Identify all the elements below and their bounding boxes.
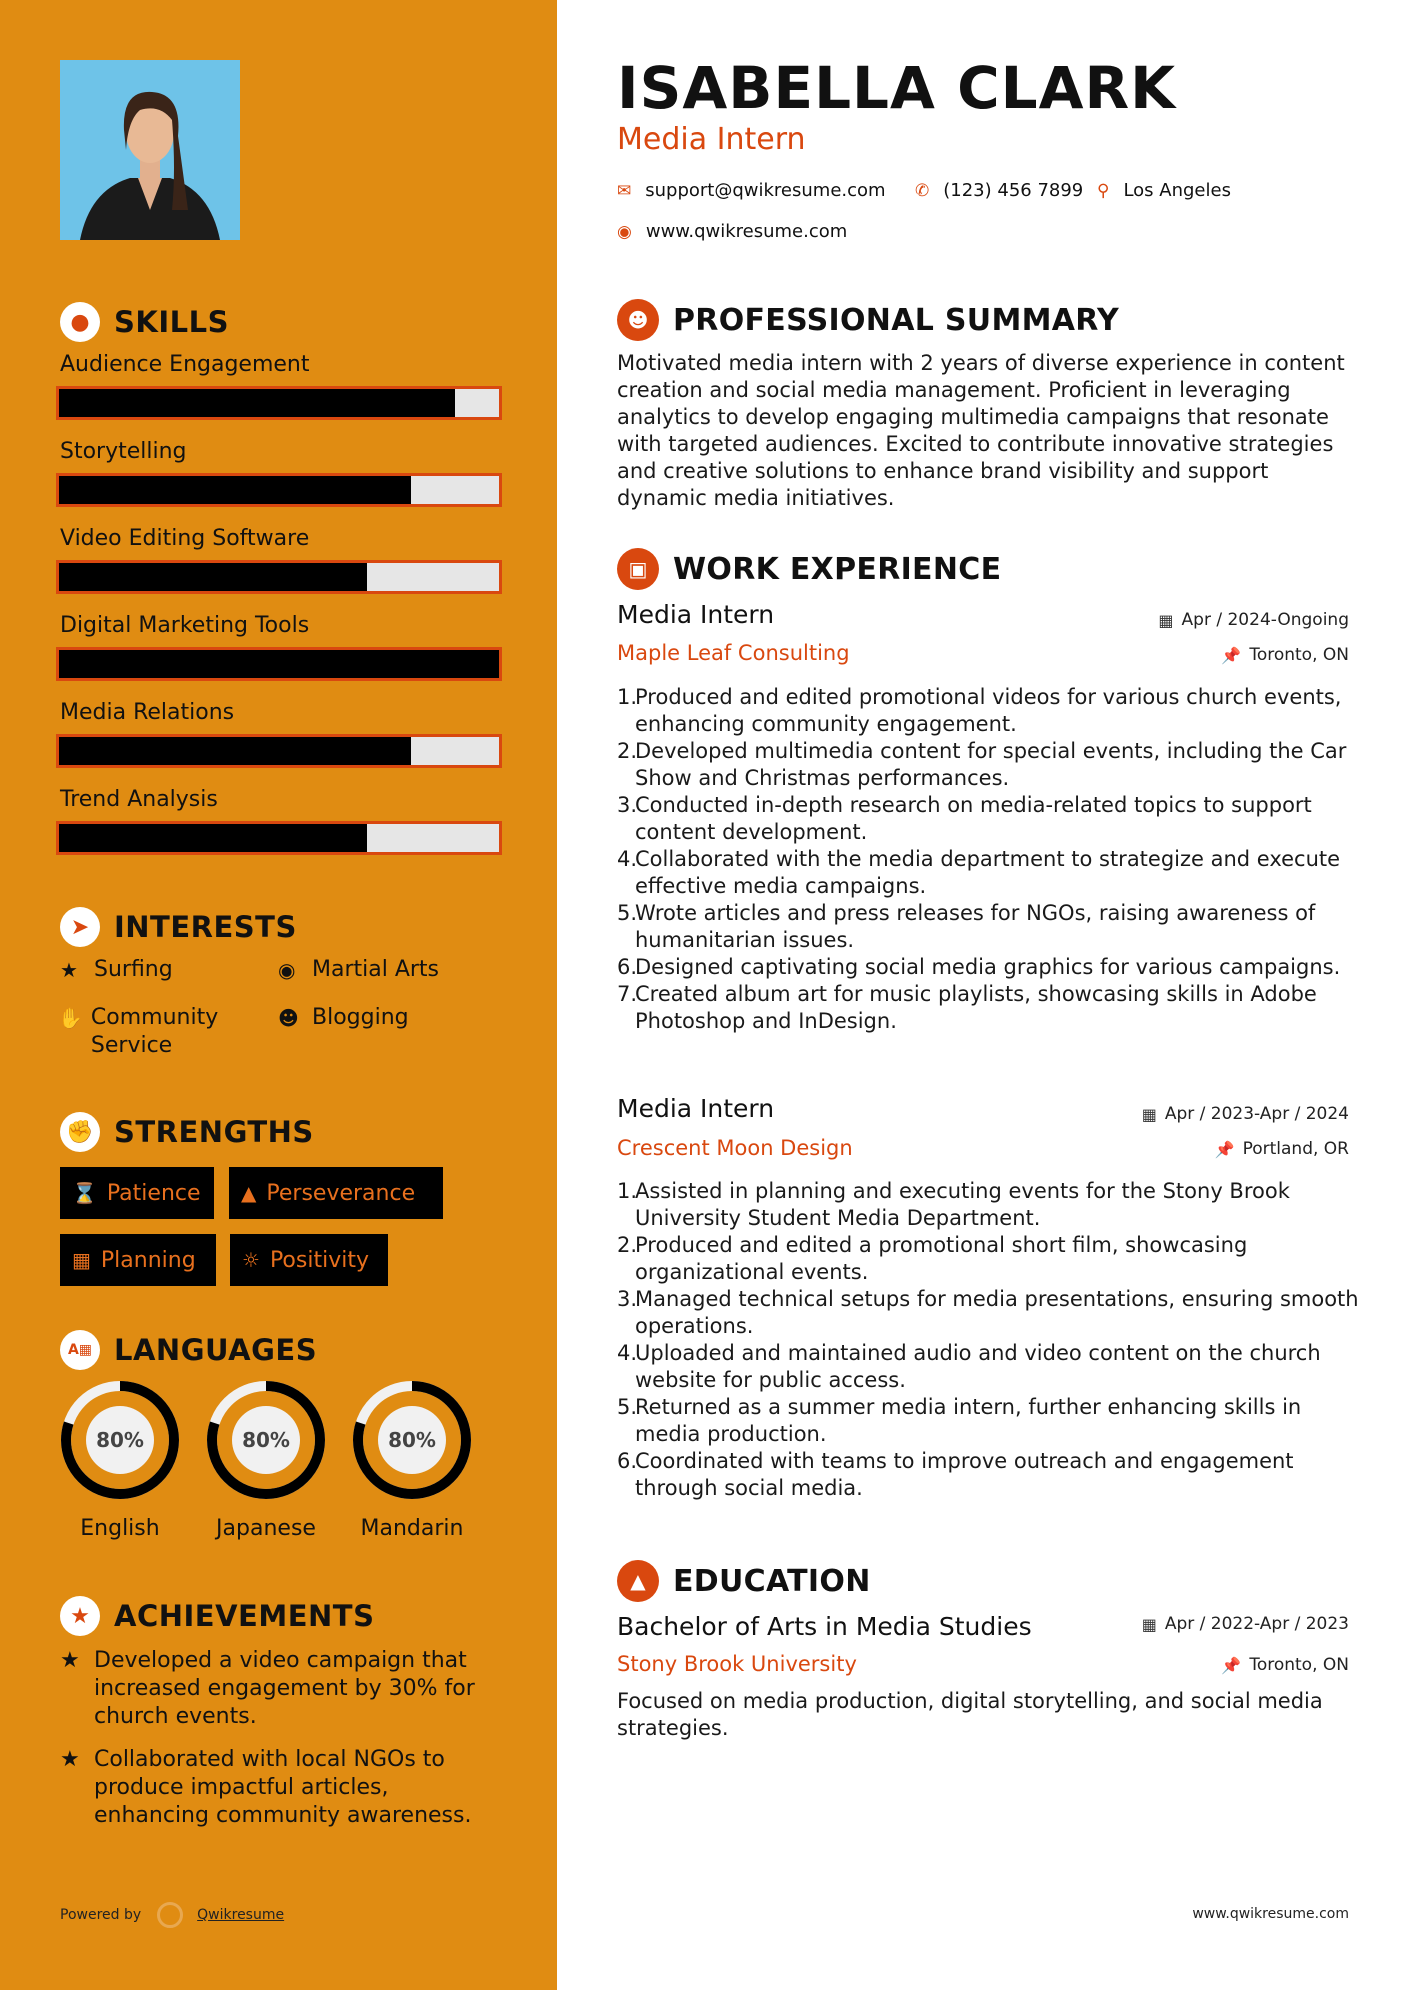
job-date: ▦ Apr / 2024-Ongoing xyxy=(1158,610,1349,630)
education-heading: ▲ EDUCATION xyxy=(617,1560,871,1602)
skill-bar xyxy=(56,734,502,768)
achievement-item: ★ Developed a video campaign that increased engagement by 30% for church events. xyxy=(60,1648,475,1729)
globe-icon: ◉ xyxy=(278,958,296,982)
interest-item: ✋ Community Service xyxy=(58,1005,219,1058)
skills-heading: ● SKILLS xyxy=(60,300,229,344)
education-description: Focused on media production, digital storytelling, and social media strategies. xyxy=(617,1689,1323,1740)
users-icon: ☻ xyxy=(278,1006,299,1030)
language-label: Japanese xyxy=(216,1516,316,1541)
paper-plane-icon: ➤ xyxy=(60,907,100,947)
language-label: English xyxy=(80,1516,160,1541)
list-item: 3. Conducted in-depth research on media-related topics to support content development. xyxy=(617,793,1312,844)
map-pin-icon: ⚲ xyxy=(1097,180,1110,201)
calendar-icon: ▦ xyxy=(1158,610,1174,630)
strength-badge: ☼ Positivity xyxy=(230,1234,388,1286)
interests-heading: ➤ INTERESTS xyxy=(60,905,297,949)
achievement-item: ★ Collaborated with local NGOs to produce impactful articles, enhancing community awareness. xyxy=(60,1747,472,1828)
lightbulb-icon: ● xyxy=(60,302,100,342)
fist-icon: ✊ xyxy=(60,1112,100,1152)
powered-by: Powered by Qwikresume xyxy=(60,1902,284,1928)
skill-bar xyxy=(56,473,502,507)
job-bullets xyxy=(617,1178,1367,1502)
job-company: Crescent Moon Design xyxy=(617,1136,853,1160)
languages-heading: A▦ LANGUAGES xyxy=(60,1328,317,1372)
globe-icon: ◉ xyxy=(617,221,632,242)
language-percent: 80% xyxy=(242,1428,290,1452)
language-label: Mandarin xyxy=(360,1516,464,1541)
language-percent: 80% xyxy=(96,1428,144,1452)
list-item: 2. Developed multimedia content for special events, including the Car Show and Christmas performances. xyxy=(617,739,1347,790)
experience-heading: ▣ WORK EXPERIENCE xyxy=(617,548,1001,590)
list-item: 4. Collaborated with the media department to strategize and execute effective media campaigns. xyxy=(617,847,1341,898)
pin-icon: 📌 xyxy=(1214,1139,1235,1159)
hand-icon: ✋ xyxy=(58,1006,83,1030)
skill-bar-fill xyxy=(59,476,411,504)
sun-icon: ☼ xyxy=(242,1248,260,1272)
skill-bar xyxy=(56,386,502,420)
list-item: 6. Designed captivating social media graphics for various campaigns. xyxy=(617,955,1341,979)
strength-badge: ⌛ Patience xyxy=(60,1167,214,1219)
list-item: 1. Produced and edited promotional videos for various church events, enhancing community engagement. xyxy=(617,685,1342,736)
skill-label: Audience Engagement xyxy=(60,352,310,377)
contact-website[interactable]: ◉ www.qwikresume.com xyxy=(617,221,848,242)
language-ring-chart xyxy=(350,1378,474,1502)
contact-phone[interactable]: ✆ (123) 456 7899 xyxy=(915,180,1084,201)
candidate-name: ISABELLA CLARK xyxy=(617,54,1177,122)
language-ring xyxy=(350,1378,474,1506)
list-item: 5. Returned as a summer media intern, further enhancing skills in media production. xyxy=(617,1395,1302,1446)
skill-bar xyxy=(56,821,502,855)
footer-url[interactable]: www.qwikresume.com xyxy=(1192,1906,1349,1922)
list-item: 2. Produced and edited a promotional short film, showcasing organizational events. xyxy=(617,1233,1248,1284)
calendar-icon: ▦ xyxy=(1141,1614,1157,1634)
job-title: Media Intern xyxy=(617,600,775,629)
skill-bar-fill xyxy=(59,650,499,678)
profile-photo xyxy=(60,60,240,240)
shooting-star-icon: ★ xyxy=(60,1648,80,1673)
job-location: 📌 Toronto, ON xyxy=(1221,645,1349,665)
job-date: ▦ Apr / 2023-Apr / 2024 xyxy=(1141,1104,1349,1124)
star-icon: ★ xyxy=(60,958,78,982)
user-icon: ☻ xyxy=(617,299,659,341)
language-ring xyxy=(58,1378,182,1506)
skill-bar-fill xyxy=(59,563,367,591)
language-percent: 80% xyxy=(388,1428,436,1452)
envelope-icon: ✉ xyxy=(617,180,632,201)
list-item: 4. Uploaded and maintained audio and video content on the church website for public access. xyxy=(617,1341,1321,1392)
language-ring-chart xyxy=(58,1378,182,1502)
road-icon: ▲ xyxy=(241,1181,257,1205)
calendar-icon: ▦ xyxy=(1141,1104,1157,1124)
skill-label: Trend Analysis xyxy=(60,787,218,812)
shooting-star-icon: ★ xyxy=(60,1747,80,1772)
education-date: ▦ Apr / 2022-Apr / 2023 xyxy=(1141,1614,1349,1634)
summary-text: Motivated media intern with 2 years of diverse experience in content creation and social media management. Proficient in leveraging analytics to develop engaging multimedia campaigns that resonate with targeted audiences. Excited to contribute innovative strategies and creative solutions to enhance brand visibility and support dynamic media initiatives. xyxy=(617,351,1345,510)
summary-heading: ☻ PROFESSIONAL SUMMARY xyxy=(617,299,1119,341)
skill-bar-fill xyxy=(59,737,411,765)
candidate-role: Media Intern xyxy=(617,122,806,157)
list-item: 5. Wrote articles and press releases for NGOs, raising awareness of humanitarian issues. xyxy=(617,901,1316,952)
school-name: Stony Brook University xyxy=(617,1652,857,1676)
job-bullets xyxy=(617,684,1367,1035)
briefcase-icon: ▣ xyxy=(617,548,659,590)
list-item: 7. Created album art for music playlists, showcasing skills in Adobe Photoshop and InDesign. xyxy=(617,982,1317,1033)
qwikresume-logo-icon xyxy=(157,1902,183,1928)
contact-email[interactable]: ✉ support@qwikresume.com xyxy=(617,180,886,201)
achievements-heading: ★ ACHIEVEMENTS xyxy=(60,1594,374,1638)
calendar-icon: ▦ xyxy=(72,1248,91,1272)
education-location: 📌 Toronto, ON xyxy=(1221,1655,1349,1675)
strength-badge: ▦ Planning xyxy=(60,1234,216,1286)
job-title: Media Intern xyxy=(617,1094,775,1123)
id-card-icon: A▦ xyxy=(60,1330,100,1370)
pin-icon: 📌 xyxy=(1221,645,1242,665)
degree-title: Bachelor of Arts in Media Studies xyxy=(617,1612,1032,1641)
list-item: 6. Coordinated with teams to improve outreach and engagement through social media. xyxy=(617,1449,1294,1500)
main-column xyxy=(557,0,1407,1990)
skill-label: Media Relations xyxy=(60,700,235,725)
language-ring-chart xyxy=(204,1378,328,1502)
interest-item: ◉ Martial Arts xyxy=(278,957,440,982)
interest-item: ☻ Blogging xyxy=(278,1005,409,1030)
strength-badge: ▲ Perseverance xyxy=(229,1167,443,1219)
strengths-heading: ✊ STRENGTHS xyxy=(60,1110,314,1154)
job-company: Maple Leaf Consulting xyxy=(617,641,850,665)
skill-bar-fill xyxy=(59,389,455,417)
contact-location: ⚲ Los Angeles xyxy=(1097,180,1231,201)
graduation-icon: ▲ xyxy=(617,1560,659,1602)
brand-link[interactable]: Qwikresume xyxy=(197,1907,285,1923)
skill-bar-fill xyxy=(59,824,367,852)
skill-label: Storytelling xyxy=(60,439,187,464)
sidebar xyxy=(0,0,557,1990)
job-location: 📌 Portland, OR xyxy=(1214,1139,1349,1159)
skill-bar xyxy=(56,560,502,594)
pin-icon: 📌 xyxy=(1221,1655,1242,1675)
list-item: 3. Managed technical setups for media presentations, ensuring smooth operations. xyxy=(617,1287,1359,1338)
phone-icon: ✆ xyxy=(915,180,930,201)
list-item: 1. Assisted in planning and executing events for the Stony Brook University Student Media Department. xyxy=(617,1179,1290,1230)
interest-item: ★ Surfing xyxy=(60,957,173,982)
star-badge-icon: ★ xyxy=(60,1596,100,1636)
skill-label: Digital Marketing Tools xyxy=(60,613,310,638)
language-ring xyxy=(204,1378,328,1506)
skill-bar xyxy=(56,647,502,681)
skill-label: Video Editing Software xyxy=(60,526,310,551)
hourglass-icon: ⌛ xyxy=(72,1181,97,1205)
